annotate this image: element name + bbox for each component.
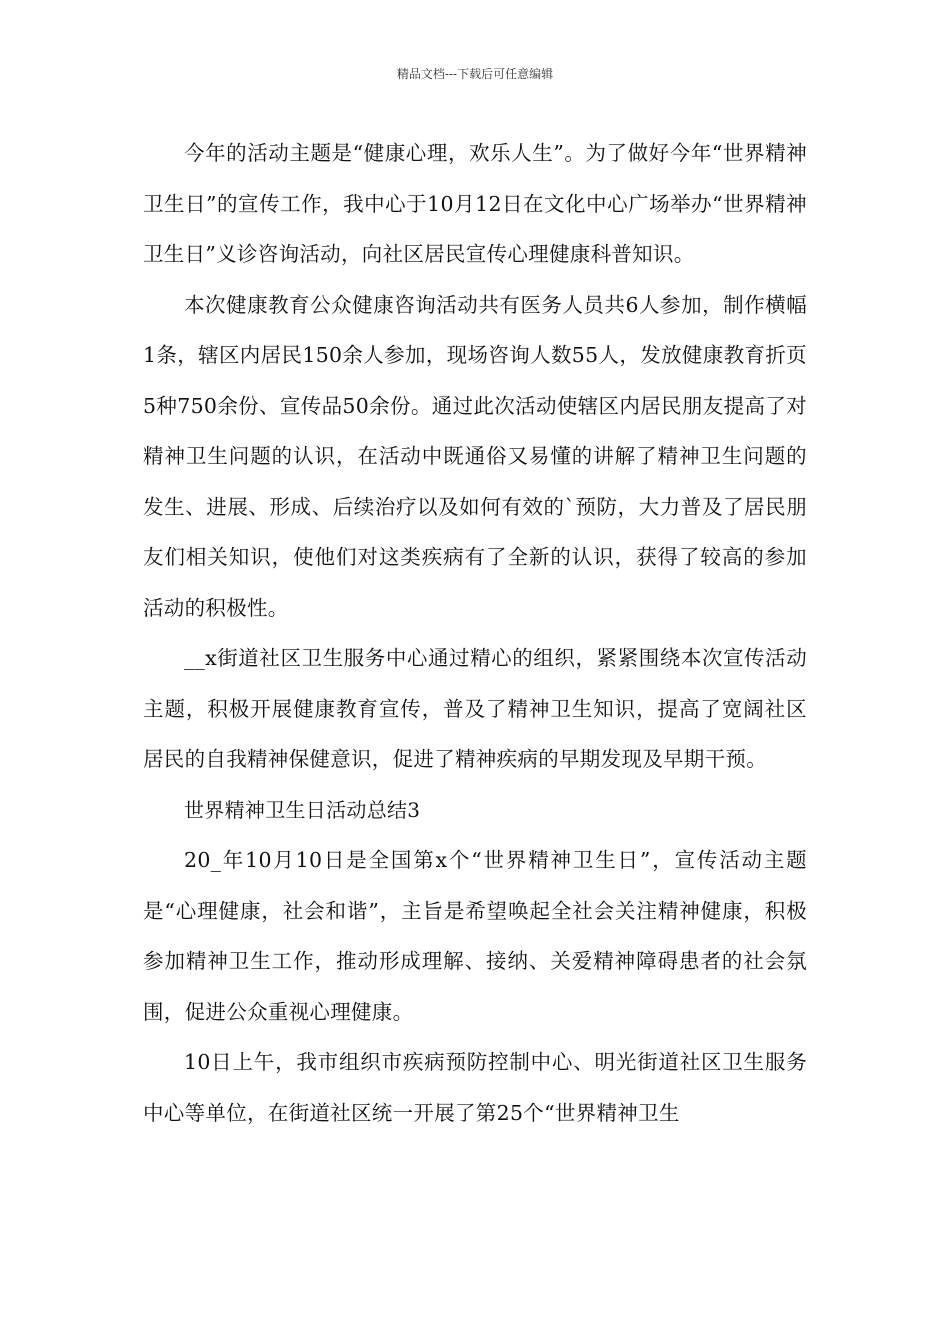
paragraph-center-summary: __x街道社区卫生服务中心通过精心的组织，紧紧围绕本次宣传活动主题，积极开展健康教育宣传，普及了精神卫生知识，提高了宽阔社区居民的自我精神保健意识，促进了精神疾病的早期发现及早期干预。 — [143, 646, 807, 771]
paragraph-theme: 今年的活动主题是“健康心理，欢乐人生”。为了做好今年“世界精神卫生日”的宣传工作，我中心于10月12日在文化中心广场举办“世界精神卫生日”义诊咨询活动，向社区居民宣传心理健康科普知识。 — [143, 141, 807, 266]
document-body — [143, 128, 807, 1138]
page-header: 精品文档---下载后可任意编辑 — [396, 67, 554, 81]
paragraph-morning-event: 10日上午，我市组织市疾病预防控制中心、明光街道社区卫生服务中心等单位，在街道社区统一开展了第25个“世界精神卫生 — [143, 1050, 807, 1125]
paragraph-activity-details: 本次健康教育公众健康咨询活动共有医务人员共6人参加，制作横幅1条，辖区内居民150余人参加，现场咨询人数55人，发放健康教育折页5种750余份、宣传品50余份。通过此次活动使辖区内居民朋友提高了对精神卫生问题的认识，在活动中既通俗又易懂的讲解了精神卫生问题的发生、进展、形成、后续治疗以及如何有效的`预防，大力普及了居民朋友们相关知识，使他们对这类疾病有了全新的认识，获得了较高的参加活动的积极性。 — [143, 292, 807, 620]
paragraph-world-day: 20_年10月10日是全国第x个“世界精神卫生日”，宣传活动主题是“心理健康，社会和谐”，主旨是希望唤起全社会关注精神健康，积极参加精神卫生工作，推动形成理解、接纳、关爱精神障碍患者的社会氛围，促进公众重视心理健康。 — [143, 848, 807, 1024]
section-heading: 世界精神卫生日活动总结3 — [184, 797, 421, 822]
